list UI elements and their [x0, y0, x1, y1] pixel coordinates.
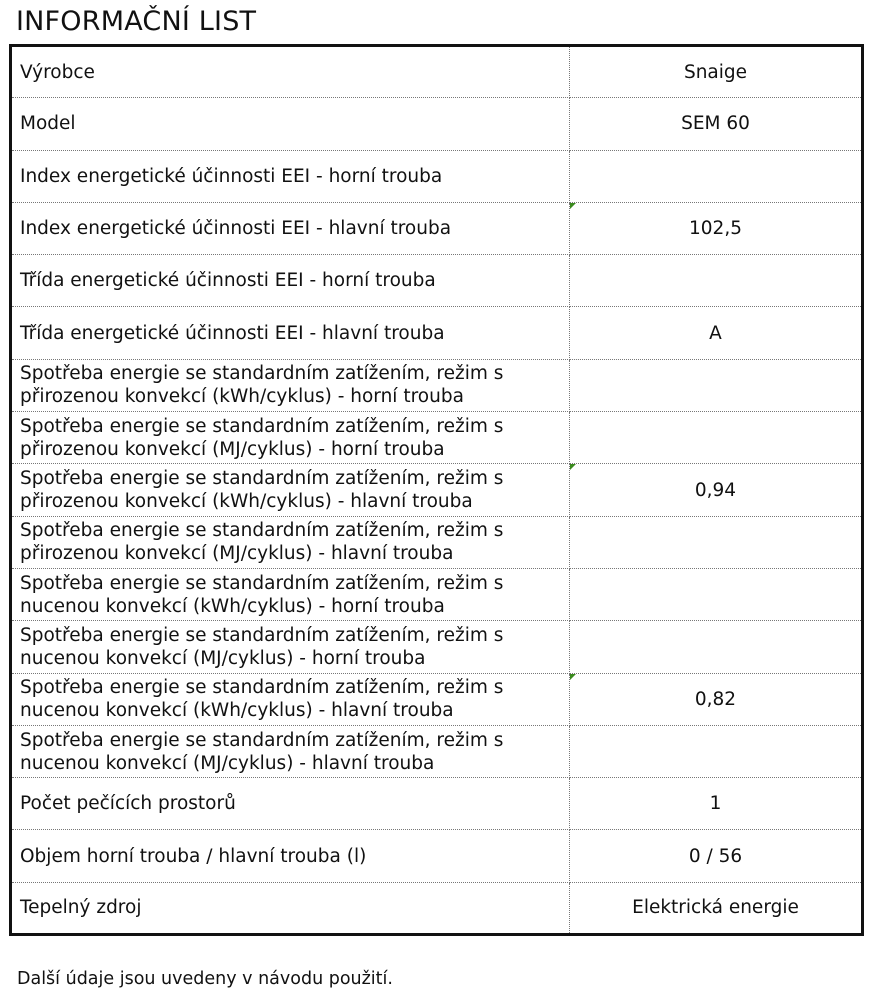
table-row: [11, 464, 863, 516]
row-label-eei-main: Index energetické účinnosti EEI - hlavní trouba: [11, 202, 570, 254]
table-row: [11, 778, 863, 830]
row-value-forced-mj-upper: [570, 621, 863, 673]
row-value-natural-mj-upper: [570, 412, 863, 464]
row-value-class-main: A: [570, 307, 863, 359]
row-label-model: Model: [11, 98, 570, 150]
table-row: [11, 725, 863, 777]
row-label-forced-kwh-upper: Spotřeba energie se standardním zatížením, režim s nucenou konvekcí (kWh/cyklus) - horní trouba: [11, 568, 570, 620]
row-value-heat-source: Elektrická energie: [570, 882, 863, 934]
row-value-forced-kwh-main: 0,82: [570, 673, 863, 725]
row-value-model: SEM 60: [570, 98, 863, 150]
row-value-class-upper: [570, 255, 863, 307]
row-value-eei-main: 102,5: [570, 202, 863, 254]
row-value-eei-upper: [570, 150, 863, 202]
table-row: [11, 621, 863, 673]
table-row: [11, 307, 863, 359]
table-row: [11, 412, 863, 464]
row-label-cavities: Počet pečících prostorů: [11, 778, 570, 830]
row-value-volume: 0 / 56: [570, 830, 863, 882]
row-label-heat-source: Tepelný zdroj: [11, 882, 570, 934]
table-row: [11, 882, 863, 934]
row-value-natural-kwh-main: 0,94: [570, 464, 863, 516]
table-row: [11, 150, 863, 202]
row-label-manufacturer: Výrobce: [11, 46, 570, 98]
info-table: [9, 44, 864, 936]
row-label-eei-upper: Index energetické účinnosti EEI - horní trouba: [11, 150, 570, 202]
row-label-natural-kwh-upper: Spotřeba energie se standardním zatížením, režim s přirozenou konvekcí (kWh/cyklus) - horní trouba: [11, 359, 570, 411]
row-value-forced-mj-main: [570, 725, 863, 777]
table-row: [11, 202, 863, 254]
table-row: [11, 673, 863, 725]
row-value-natural-kwh-upper: [570, 359, 863, 411]
footnote: Další údaje jsou uvedeny v návodu použití.: [17, 969, 393, 989]
row-label-class-main: Třída energetické účinnosti EEI - hlavní trouba: [11, 307, 570, 359]
row-value-manufacturer: Snaige: [570, 46, 863, 98]
row-label-forced-kwh-main: Spotřeba energie se standardním zatížením, režim s nucenou konvekcí (kWh/cyklus) - hlavní trouba: [11, 673, 570, 725]
table-row: [11, 46, 863, 98]
row-value-forced-kwh-upper: [570, 568, 863, 620]
page-title: INFORMAČNÍ LIST: [16, 6, 257, 37]
row-label-natural-mj-main: Spotřeba energie se standardním zatížením, režim s přirozenou konvekcí (MJ/cyklus) - hlavní trouba: [11, 516, 570, 568]
row-label-volume: Objem horní trouba / hlavní trouba (l): [11, 830, 570, 882]
table-row: [11, 98, 863, 150]
table-row: [11, 830, 863, 882]
row-label-natural-kwh-main: Spotřeba energie se standardním zatížením, režim s přirozenou konvekcí (kWh/cyklus) - hlavní trouba: [11, 464, 570, 516]
table-row: [11, 568, 863, 620]
row-label-natural-mj-upper: Spotřeba energie se standardním zatížením, režim s přirozenou konvekcí (MJ/cyklus) - horní trouba: [11, 412, 570, 464]
table-row: [11, 255, 863, 307]
row-value-cavities: 1: [570, 778, 863, 830]
row-label-forced-mj-upper: Spotřeba energie se standardním zatížením, režim s nucenou konvekcí (MJ/cyklus) - horní trouba: [11, 621, 570, 673]
row-value-natural-mj-main: [570, 516, 863, 568]
table-row: [11, 516, 863, 568]
row-label-class-upper: Třída energetické účinnosti EEI - horní trouba: [11, 255, 570, 307]
row-label-forced-mj-main: Spotřeba energie se standardním zatížením, režim s nucenou konvekcí (MJ/cyklus) - hlavní trouba: [11, 725, 570, 777]
table-row: [11, 359, 863, 411]
